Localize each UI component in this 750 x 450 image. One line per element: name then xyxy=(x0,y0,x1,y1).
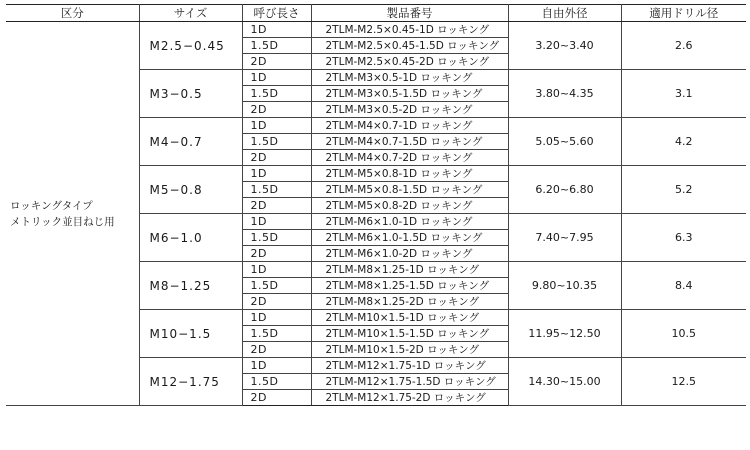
drill-diameter-cell: 2.6 xyxy=(621,22,746,70)
size-cell: M2.5−0.45 xyxy=(139,22,242,70)
part-number-cell: 2TLM-M6×1.0-1.5D ロッキング xyxy=(311,230,508,246)
length-cell: 1.5D xyxy=(242,86,311,102)
part-number-cell: 2TLM-M12×1.75-2D ロッキング xyxy=(311,390,508,406)
free-diameter-cell: 14.30~15.00 xyxy=(508,358,621,406)
length-cell: 1D xyxy=(242,70,311,86)
part-number-cell: 2TLM-M10×1.5-1D ロッキング xyxy=(311,310,508,326)
free-diameter-cell: 9.80~10.35 xyxy=(508,262,621,310)
length-cell: 2D xyxy=(242,102,311,118)
header-length: 呼び長さ xyxy=(242,5,311,22)
category-line-1: ロッキングタイプ xyxy=(10,199,93,212)
length-cell: 2D xyxy=(242,294,311,310)
length-cell: 1.5D xyxy=(242,38,311,54)
length-cell: 2D xyxy=(242,246,311,262)
drill-diameter-cell: 8.4 xyxy=(621,262,746,310)
part-number-cell: 2TLM-M6×1.0-1D ロッキング xyxy=(311,214,508,230)
free-diameter-cell: 3.80~4.35 xyxy=(508,70,621,118)
header-category: 区分 xyxy=(6,5,139,22)
part-number-cell: 2TLM-M3×0.5-1.5D ロッキング xyxy=(311,86,508,102)
header-part-number: 製品番号 xyxy=(311,5,508,22)
length-cell: 1D xyxy=(242,358,311,374)
length-cell: 1.5D xyxy=(242,278,311,294)
part-number-cell: 2TLM-M2.5×0.45-1D ロッキング xyxy=(311,22,508,38)
size-cell: M8−1.25 xyxy=(139,262,242,310)
part-number-cell: 2TLM-M5×0.8-2D ロッキング xyxy=(311,198,508,214)
length-cell: 1D xyxy=(242,22,311,38)
size-cell: M5−0.8 xyxy=(139,166,242,214)
part-number-cell: 2TLM-M2.5×0.45-2D ロッキング xyxy=(311,54,508,70)
length-cell: 2D xyxy=(242,54,311,70)
part-number-cell: 2TLM-M4×0.7-1.5D ロッキング xyxy=(311,134,508,150)
spec-table xyxy=(6,4,746,406)
length-cell: 1D xyxy=(242,214,311,230)
part-number-cell: 2TLM-M10×1.5-1.5D ロッキング xyxy=(311,326,508,342)
length-cell: 2D xyxy=(242,342,311,358)
size-cell: M4−0.7 xyxy=(139,118,242,166)
header-row xyxy=(6,5,746,22)
length-cell: 2D xyxy=(242,390,311,406)
spec-table-container xyxy=(6,4,746,406)
header-free-diameter: 自由外径 xyxy=(508,5,621,22)
part-number-cell: 2TLM-M3×0.5-2D ロッキング xyxy=(311,102,508,118)
part-number-cell: 2TLM-M12×1.75-1D ロッキング xyxy=(311,358,508,374)
length-cell: 1D xyxy=(242,166,311,182)
part-number-cell: 2TLM-M4×0.7-2D ロッキング xyxy=(311,150,508,166)
part-number-cell: 2TLM-M8×1.25-1.5D ロッキング xyxy=(311,278,508,294)
free-diameter-cell: 3.20~3.40 xyxy=(508,22,621,70)
drill-diameter-cell: 6.3 xyxy=(621,214,746,262)
size-cell: M12−1.75 xyxy=(139,358,242,406)
drill-diameter-cell: 4.2 xyxy=(621,118,746,166)
free-diameter-cell: 6.20~6.80 xyxy=(508,166,621,214)
length-cell: 2D xyxy=(242,150,311,166)
drill-diameter-cell: 12.5 xyxy=(621,358,746,406)
part-number-cell: 2TLM-M3×0.5-1D ロッキング xyxy=(311,70,508,86)
part-number-cell: 2TLM-M8×1.25-2D ロッキング xyxy=(311,294,508,310)
part-number-cell: 2TLM-M10×1.5-2D ロッキング xyxy=(311,342,508,358)
drill-diameter-cell: 10.5 xyxy=(621,310,746,358)
free-diameter-cell: 7.40~7.95 xyxy=(508,214,621,262)
part-number-cell: 2TLM-M2.5×0.45-1.5D ロッキング xyxy=(311,38,508,54)
size-cell: M3−0.5 xyxy=(139,70,242,118)
drill-diameter-cell: 3.1 xyxy=(621,70,746,118)
part-number-cell: 2TLM-M6×1.0-2D ロッキング xyxy=(311,246,508,262)
length-cell: 1.5D xyxy=(242,134,311,150)
drill-diameter-cell: 5.2 xyxy=(621,166,746,214)
length-cell: 1.5D xyxy=(242,326,311,342)
part-number-cell: 2TLM-M4×0.7-1D ロッキング xyxy=(311,118,508,134)
length-cell: 1.5D xyxy=(242,230,311,246)
length-cell: 1.5D xyxy=(242,374,311,390)
size-cell: M6−1.0 xyxy=(139,214,242,262)
part-number-cell: 2TLM-M12×1.75-1.5D ロッキング xyxy=(311,374,508,390)
part-number-cell: 2TLM-M8×1.25-1D ロッキング xyxy=(311,262,508,278)
free-diameter-cell: 11.95~12.50 xyxy=(508,310,621,358)
category-line-2: メトリック並目ねじ用 xyxy=(10,215,115,228)
category-cell xyxy=(6,22,139,406)
length-cell: 1D xyxy=(242,310,311,326)
part-number-cell: 2TLM-M5×0.8-1D ロッキング xyxy=(311,166,508,182)
table-body xyxy=(6,22,746,406)
length-cell: 2D xyxy=(242,198,311,214)
length-cell: 1D xyxy=(242,262,311,278)
table-row xyxy=(6,22,746,38)
length-cell: 1.5D xyxy=(242,182,311,198)
free-diameter-cell: 5.05~5.60 xyxy=(508,118,621,166)
header-size: サイズ xyxy=(139,5,242,22)
size-cell: M10−1.5 xyxy=(139,310,242,358)
part-number-cell: 2TLM-M5×0.8-1.5D ロッキング xyxy=(311,182,508,198)
length-cell: 1D xyxy=(242,118,311,134)
header-drill-diameter: 適用ドリル径 xyxy=(621,5,746,22)
